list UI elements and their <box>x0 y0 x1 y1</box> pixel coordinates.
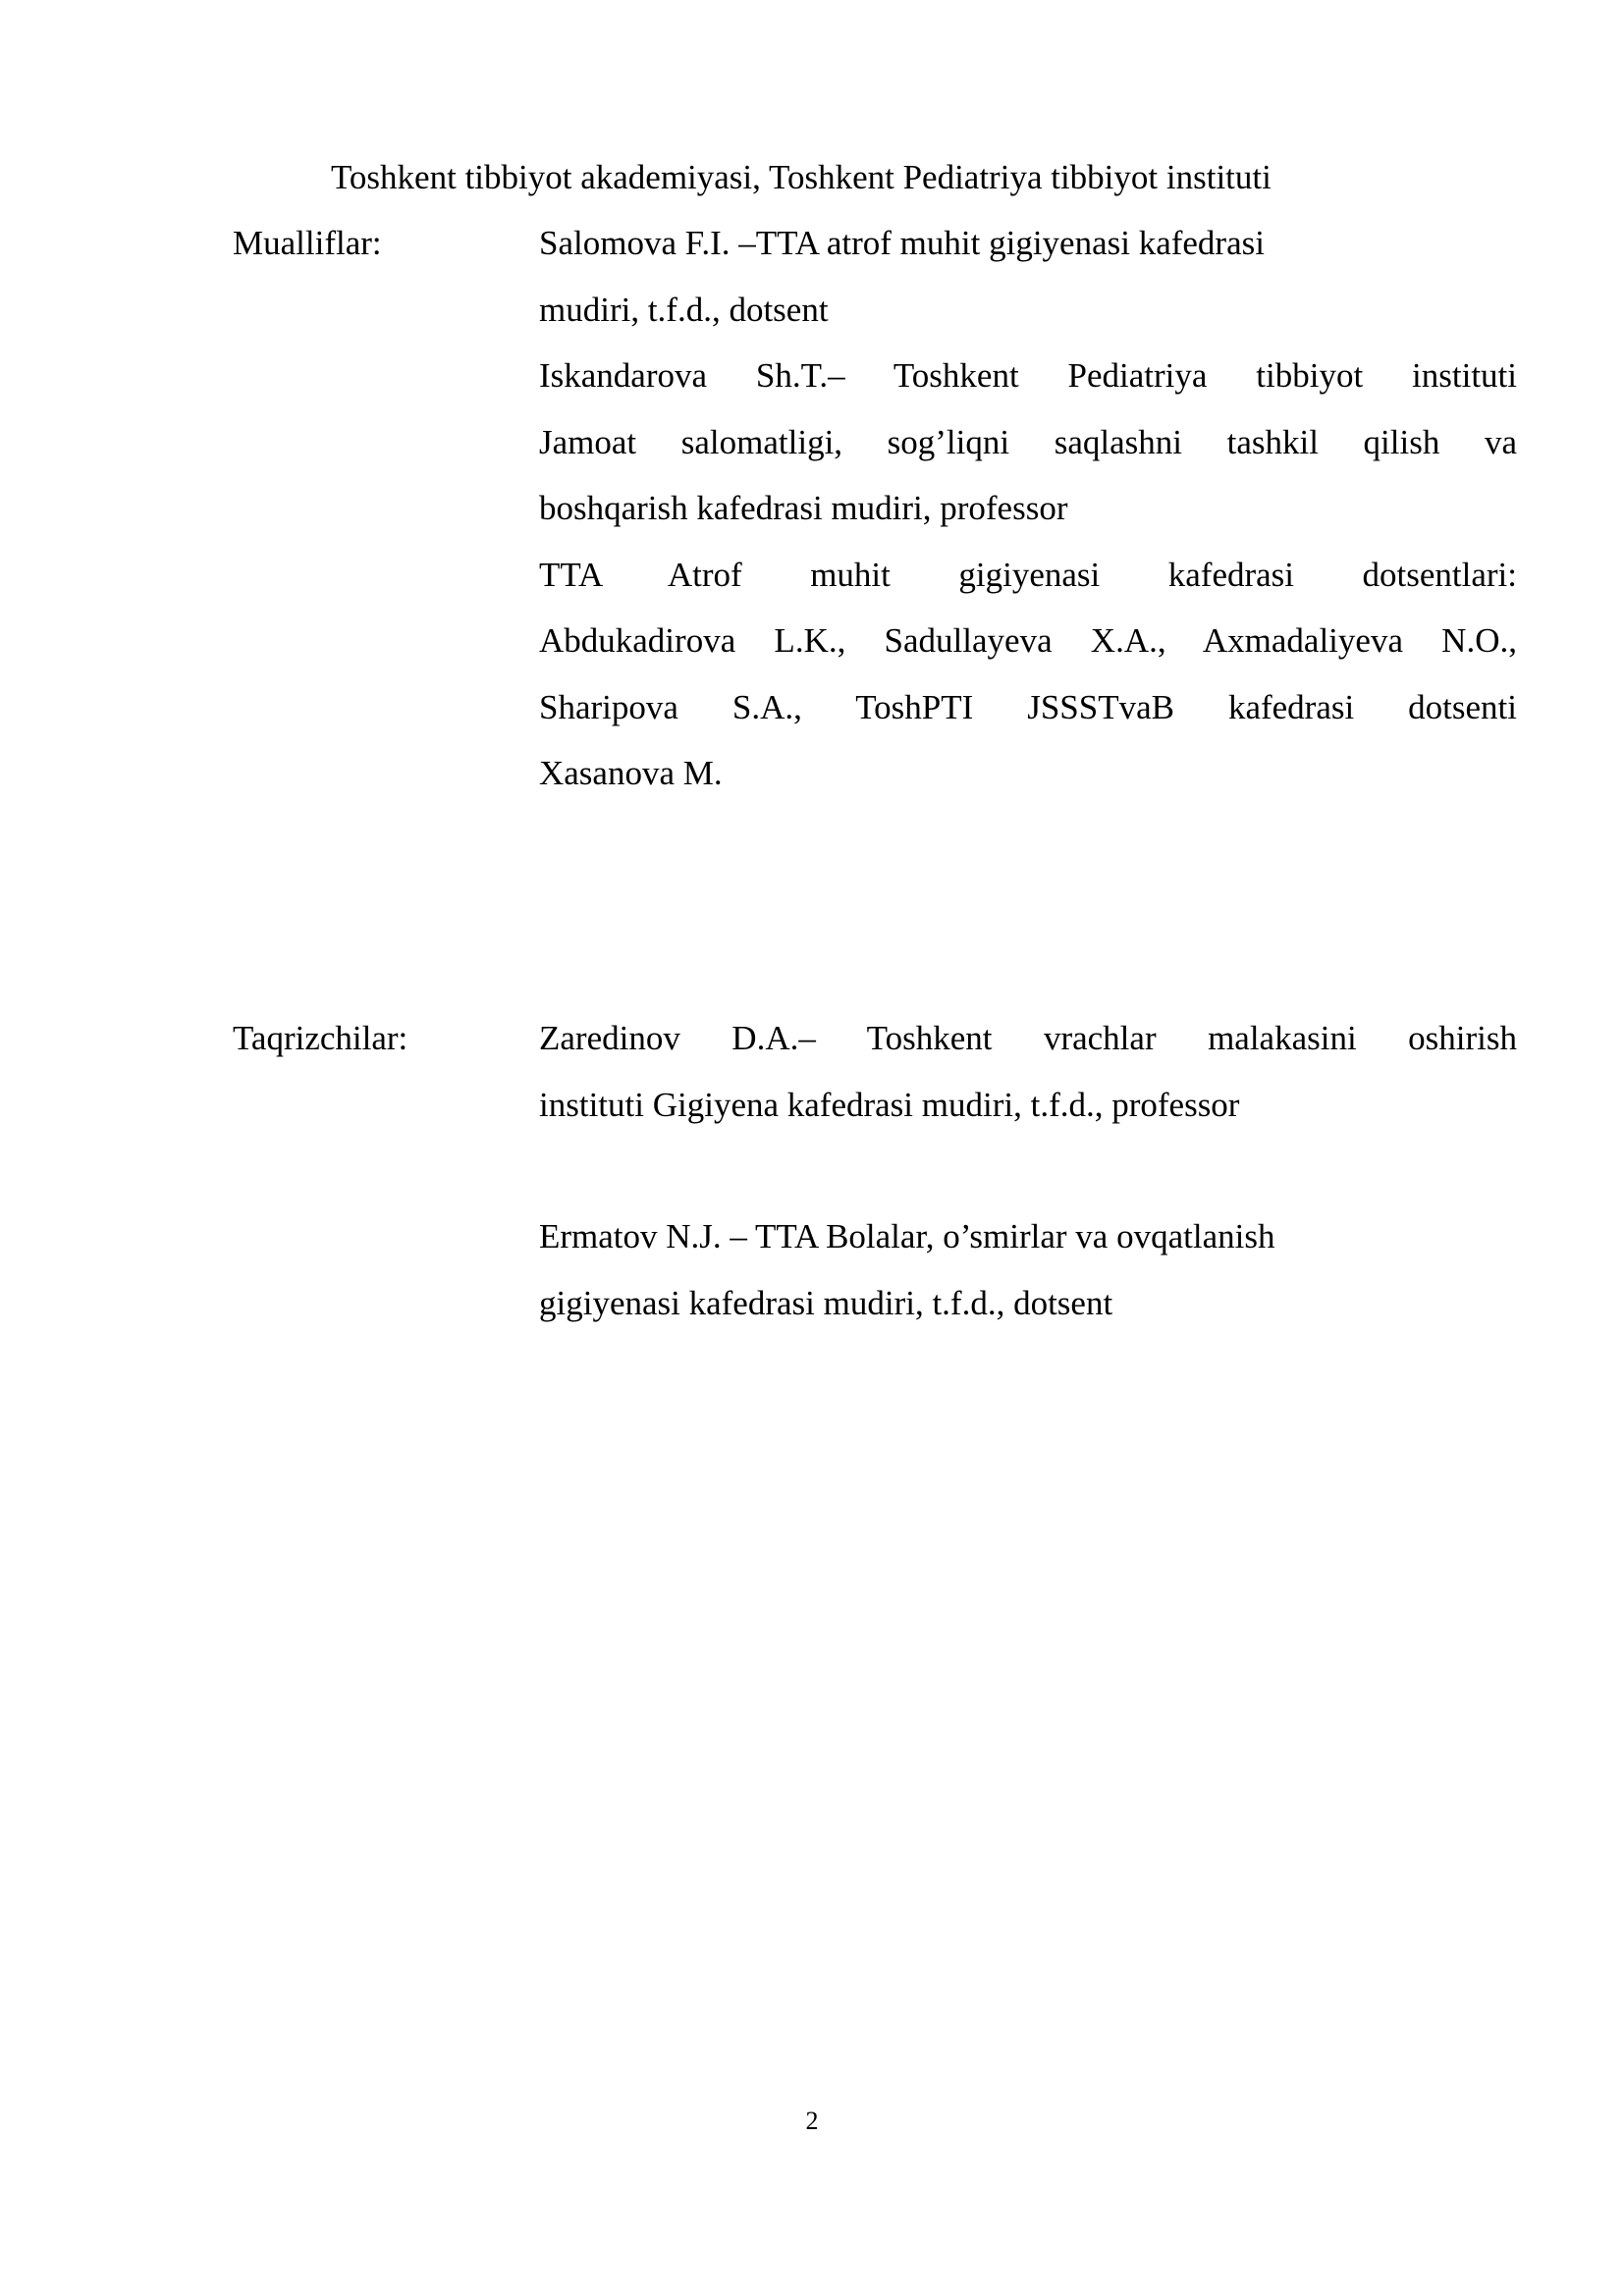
reviewer-line: gigiyenasi kafedrasi mudiri, t.f.d., dotsent <box>539 1283 1113 1322</box>
reviewer-line: instituti Gigiyena kafedrasi mudiri, t.f.d., professor <box>539 1085 1240 1124</box>
reviewer-line: Zaredinov D.A.– Toshkent vrachlar malakasini oshirish <box>539 1019 1517 1057</box>
reviewer-entry-1 <box>539 1005 1517 1138</box>
reviewer-line: Ermatov N.J. – TTA Bolalar, o’smirlar va ovqatlanish <box>539 1217 1275 1255</box>
reviewers-label: Taqrizchilar: <box>233 1019 408 1057</box>
authors-list <box>539 210 1517 807</box>
authors-label: Mualliflar: <box>233 224 382 262</box>
author-line: boshqarish kafedrasi mudiri, professor <box>539 489 1068 527</box>
reviewer-entry-2 <box>539 1203 1517 1336</box>
author-line: Salomova F.I. –TTA atrof muhit gigiyenasi kafedrasi <box>539 224 1265 262</box>
institution-heading: Toshkent tibbiyot akademiyasi, Toshkent Pediatriya tibbiyot instituti <box>331 158 1272 196</box>
author-line: TTA Atrof muhit gigiyenasi kafedrasi dotsentlari: <box>539 555 1517 594</box>
author-line: mudiri, t.f.d., dotsent <box>539 290 829 329</box>
author-line: Jamoat salomatligi, sog’liqni saqlashni tashkil qilish va <box>539 422 1517 461</box>
author-line: Iskandarova Sh.T.– Toshkent Pediatriya tibbiyot instituti <box>539 356 1517 395</box>
author-line: Abdukadirova L.K., Sadullayeva X.A., Axmadaliyeva N.O., <box>539 621 1517 660</box>
author-line: Xasanova M. <box>539 754 723 792</box>
page-number: 2 <box>805 2107 819 2135</box>
author-line: Sharipova S.A., ToshPTI JSSSTvaB kafedrasi dotsenti <box>539 687 1517 726</box>
